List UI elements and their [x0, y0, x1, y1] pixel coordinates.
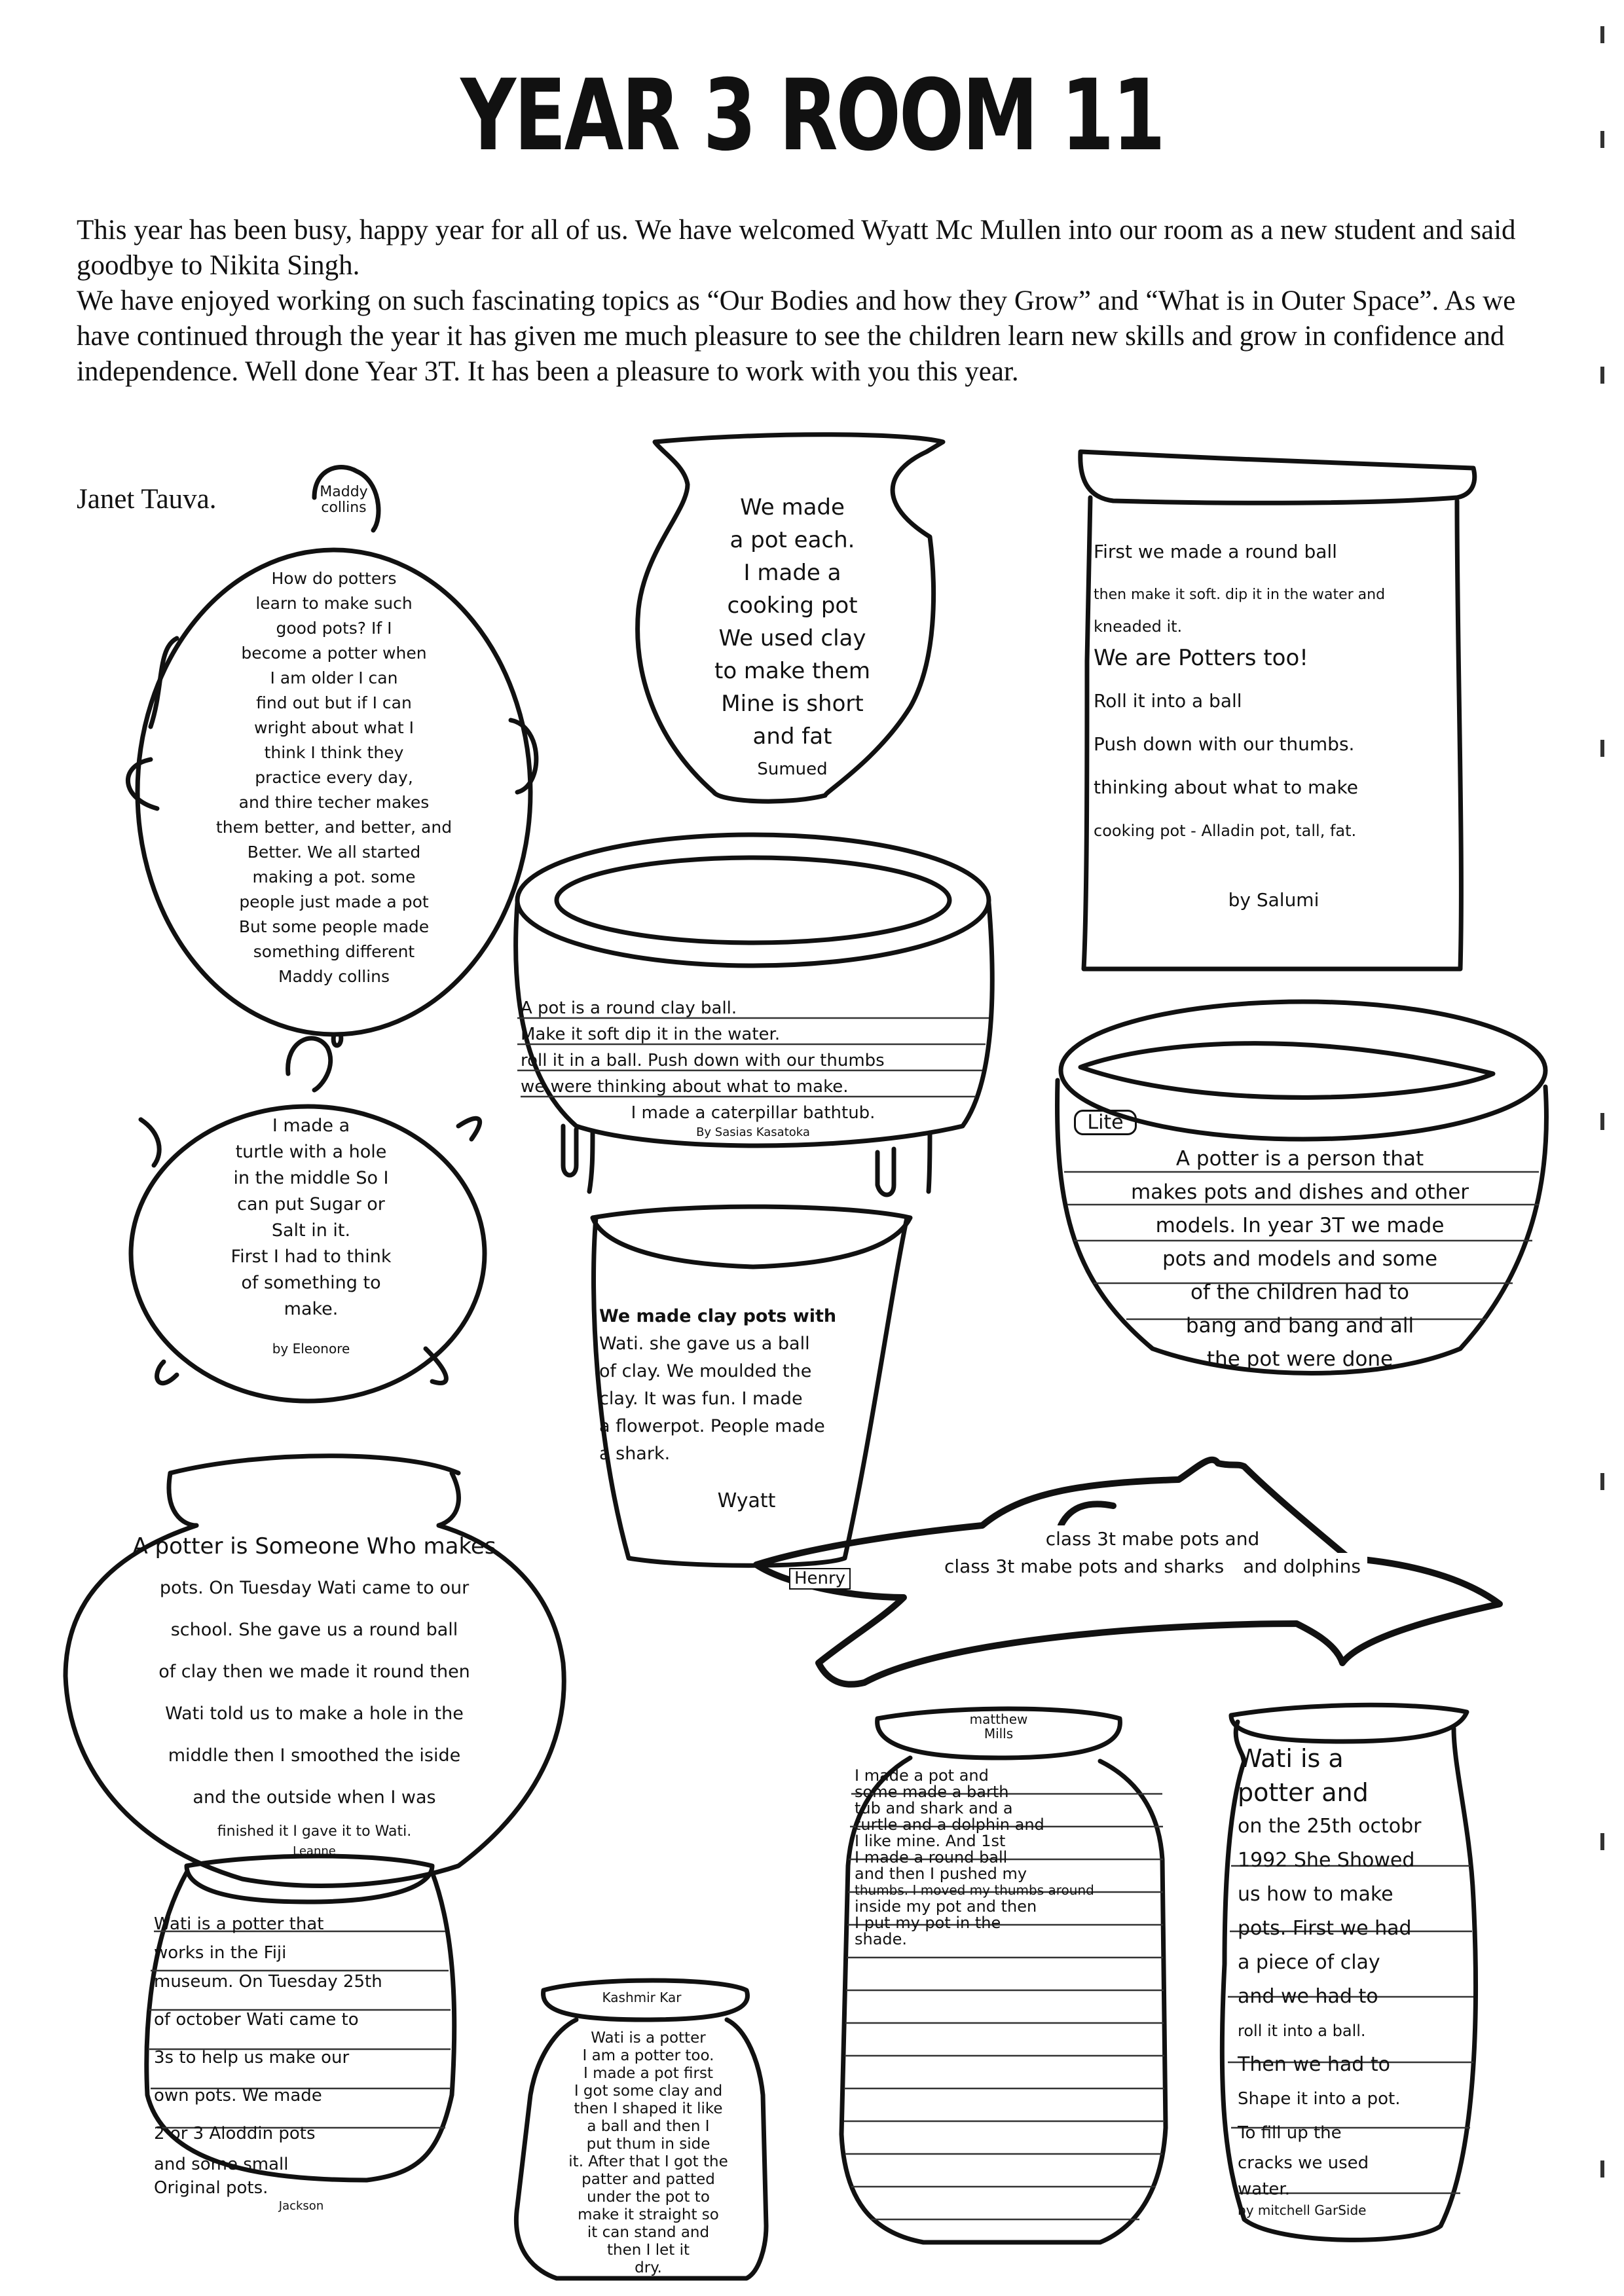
line: Push down with our thumbs.: [1094, 733, 1355, 755]
name-tag-kashmir: Kashmir Kar: [602, 1990, 682, 2005]
line: dry.: [635, 2259, 662, 2276]
line: find out but if I can: [256, 693, 412, 712]
line: cooking pot: [727, 592, 858, 619]
line: Roll it into a ball: [1094, 690, 1242, 712]
line: I put my pot in the: [855, 1914, 1001, 1932]
text-jackson: [154, 1905, 449, 2213]
line: pots. On Tuesday Wati came to our: [159, 1578, 470, 1598]
text-salumi: [1094, 530, 1454, 922]
line: it can stand and: [587, 2224, 710, 2241]
line: A potter is a person that: [1175, 1147, 1424, 1171]
line: Wati is a: [1238, 1744, 1344, 1773]
line: class 3t mabe pots and: [1039, 1525, 1266, 1553]
line: then make it soft. dip it in the water and: [1094, 587, 1386, 603]
line: learn to make such: [255, 594, 413, 613]
scan-mark: [1600, 1833, 1604, 1850]
line: and some small: [154, 2155, 289, 2174]
line: 2 or 3 Aloddin pots: [154, 2124, 316, 2143]
line: I got some clay and: [574, 2083, 723, 2100]
intro-paragraph-1: This year has been busy, happy year for all of us. We have welcomed Wyatt Mc Mullen into our room as a new student and said goodbye to Nikita Singh.: [77, 215, 1516, 281]
line: I made a pot first: [583, 2065, 713, 2082]
text-maddy: [170, 566, 498, 989]
line: First we made a round ball: [1094, 541, 1337, 562]
line: A pot is a round clay ball.: [521, 998, 737, 1018]
page-title: YEAR 3 ROOM 11: [460, 59, 1164, 173]
text-henry: [917, 1525, 1388, 1580]
line: making a pot. some: [252, 867, 416, 886]
line: tub and shark and a: [855, 1799, 1013, 1817]
line: them better, and better, and: [215, 818, 452, 837]
line: clay. It was fun. I made: [599, 1389, 803, 1409]
line: good pots? If I: [276, 619, 392, 638]
author: by mitchell GarSide: [1238, 2202, 1367, 2218]
line: To fill up the: [1238, 2123, 1342, 2143]
line: cracks we used: [1238, 2153, 1369, 2173]
line: school. She gave us a round ball: [170, 1620, 458, 1640]
author: By Sasias Kasatoka: [696, 1125, 810, 1139]
line: a flowerpot. People made: [599, 1416, 825, 1436]
scan-mark: [1600, 1113, 1604, 1130]
name-tag-henry: Henry: [789, 1568, 851, 1590]
author: Sumued: [757, 759, 828, 779]
scan-mark: [1600, 131, 1604, 148]
line: thumbs. I moved my thumbs around: [855, 1882, 1094, 1898]
line: pots. First we had: [1238, 1917, 1412, 1940]
author: Maddy collins: [278, 967, 390, 986]
author: Jackson: [278, 2199, 324, 2213]
line: Wati is a potter: [591, 2030, 706, 2047]
line: works in the Fiji: [154, 1943, 287, 1963]
line: shade.: [855, 1930, 908, 1948]
line: practice every day,: [255, 768, 413, 787]
line: I am a potter too.: [582, 2047, 714, 2064]
line: We made: [740, 494, 845, 520]
text-leanne: [79, 1525, 550, 1858]
line: it. After that I got the: [568, 2153, 728, 2170]
text-wyatt: [599, 1303, 894, 1515]
line: models. In year 3T we made: [1155, 1214, 1445, 1237]
line: of the children had to: [1190, 1281, 1409, 1304]
line: We made clay pots with: [599, 1306, 837, 1326]
line: we were thinking about what to make.: [521, 1077, 849, 1097]
line: middle then I smoothed the iside: [168, 1745, 461, 1766]
line: pots and models and some: [1162, 1247, 1438, 1271]
line: to make them: [714, 658, 871, 684]
line: put thum in side: [586, 2136, 710, 2153]
line: I made a round ball: [855, 1848, 1008, 1867]
line: I made a caterpillar bathtub.: [631, 1103, 876, 1123]
line: people just made a pot: [239, 892, 429, 911]
scan-mark: [1600, 740, 1604, 757]
text-pot-each: [661, 491, 923, 786]
line: 3s to help us make our: [154, 2048, 350, 2068]
text-mitchell: [1238, 1741, 1473, 2218]
line: Original pots.: [154, 2178, 268, 2198]
scan-mark: [1600, 1473, 1604, 1490]
line: Then we had to: [1238, 2053, 1390, 2076]
line: How do potters: [271, 569, 397, 588]
line: makes pots and dishes and other: [1130, 1180, 1469, 1204]
line: can put Sugar or: [237, 1194, 385, 1214]
line: of something to: [241, 1273, 381, 1293]
line: of clay then we made it round then: [158, 1662, 470, 1682]
line: and thire techer makes: [238, 793, 430, 812]
text-cauldron: [521, 995, 986, 1139]
line: become a potter when: [241, 644, 427, 663]
line: a ball and then I: [587, 2118, 710, 2135]
line: I like mine. And 1st: [855, 1832, 1006, 1850]
line: roll it into a ball.: [1238, 2022, 1366, 2040]
line: Make it soft dip it in the water.: [521, 1025, 781, 1044]
line: in the middle So I: [233, 1168, 389, 1188]
line: roll it in a ball. Push down with our thumbs: [521, 1051, 885, 1070]
line: We used clay: [718, 625, 866, 651]
text-lite: [1064, 1142, 1536, 1376]
line: Mine is short: [721, 691, 864, 717]
line: a piece of clay: [1238, 1951, 1380, 1974]
author: Wyatt: [717, 1489, 776, 1512]
line: Wati. she gave us a ball: [599, 1334, 810, 1354]
line: Wati is a potter that: [154, 1914, 324, 1934]
line: a pot each.: [729, 527, 855, 553]
line: kneaded it.: [1094, 617, 1183, 636]
line: and dolphins: [1236, 1553, 1367, 1580]
line: patter and patted: [581, 2171, 715, 2188]
teacher-signature: Janet Tauva.: [77, 484, 217, 515]
name-tag-matthew: matthew Mills: [969, 1711, 1028, 1741]
line: some made a barth: [855, 1783, 1009, 1801]
line: potter and: [1238, 1778, 1369, 1807]
line: then I let it: [606, 2242, 690, 2259]
line: Salt in it.: [271, 1220, 351, 1241]
line: Better. We all started: [247, 843, 421, 862]
line: and fat: [752, 723, 832, 750]
scan-mark: [1600, 367, 1604, 384]
name-tag-maddy: Maddy collins: [320, 484, 368, 517]
line: think I think they: [264, 743, 404, 762]
line: turtle and a dolphin and: [855, 1815, 1044, 1834]
line: class 3t mabe pots and sharks: [938, 1553, 1230, 1580]
line: I made a pot and: [855, 1766, 989, 1785]
line: cooking pot - Alladin pot, tall, fat.: [1094, 822, 1357, 840]
name-tag-lite: Lite: [1074, 1110, 1137, 1135]
line: We are Potters too!: [1094, 645, 1308, 671]
line: make.: [284, 1299, 339, 1319]
line: of october Wati came to: [154, 2010, 359, 2030]
author: Leanne: [293, 1844, 336, 1858]
line: inside my pot and then: [855, 1897, 1037, 1916]
line: the pot were done: [1206, 1347, 1393, 1371]
line: Wati told us to make a hole in the: [165, 1704, 464, 1724]
line: I am older I can: [270, 668, 398, 687]
line: water.: [1238, 2179, 1290, 2199]
line: us how to make: [1238, 1883, 1393, 1906]
line: finished it I gave it to Wati.: [217, 1823, 412, 1840]
line: make it straight so: [578, 2206, 719, 2223]
line: bang and bang and all: [1185, 1314, 1414, 1338]
line: First I had to think: [231, 1247, 392, 1267]
line: I made a: [272, 1116, 350, 1136]
line: and the outside when I was: [193, 1787, 436, 1808]
line: turtle with a hole: [235, 1142, 387, 1162]
scan-mark: [1600, 26, 1604, 43]
line: 1992 She Showed: [1238, 1849, 1415, 1872]
line: and then I pushed my: [855, 1865, 1027, 1883]
text-kashmir: [537, 2030, 760, 2277]
intro-paragraph-2: We have enjoyed working on such fascinating topics as “Our Bodies and how they Grow” and “What is in Outer Space”. As we have continued through the year it has given me much pleasure to see the children learn new skills and grow in confidence and independence. Well done Year 3T. It has been a pleasure to work with you this year.: [77, 285, 1516, 387]
text-eleonore: [177, 1113, 445, 1362]
line: a shark.: [599, 1444, 671, 1464]
line: thinking about what to make: [1094, 776, 1358, 798]
line: museum. On Tuesday 25th: [154, 1972, 382, 1992]
line: A potter is Someone Who makes: [132, 1533, 496, 1559]
line: Shape it into a pot.: [1238, 2089, 1401, 2109]
line: then I shaped it like: [574, 2100, 723, 2117]
line: I made a: [743, 560, 841, 586]
line: something different: [253, 942, 415, 961]
line: own pots. We made: [154, 2086, 322, 2105]
line: and we had to: [1238, 1985, 1378, 2008]
line: wright about what I: [254, 718, 414, 737]
text-matthew: [855, 1768, 1159, 1948]
line: under the pot to: [587, 2189, 710, 2206]
author: by Eleonore: [272, 1341, 350, 1357]
line: of clay. We moulded the: [599, 1361, 812, 1381]
author: by Salumi: [1228, 889, 1320, 911]
line: But some people made: [238, 917, 430, 936]
line: on the 25th octobr: [1238, 1815, 1422, 1838]
scan-mark: [1600, 2160, 1604, 2178]
